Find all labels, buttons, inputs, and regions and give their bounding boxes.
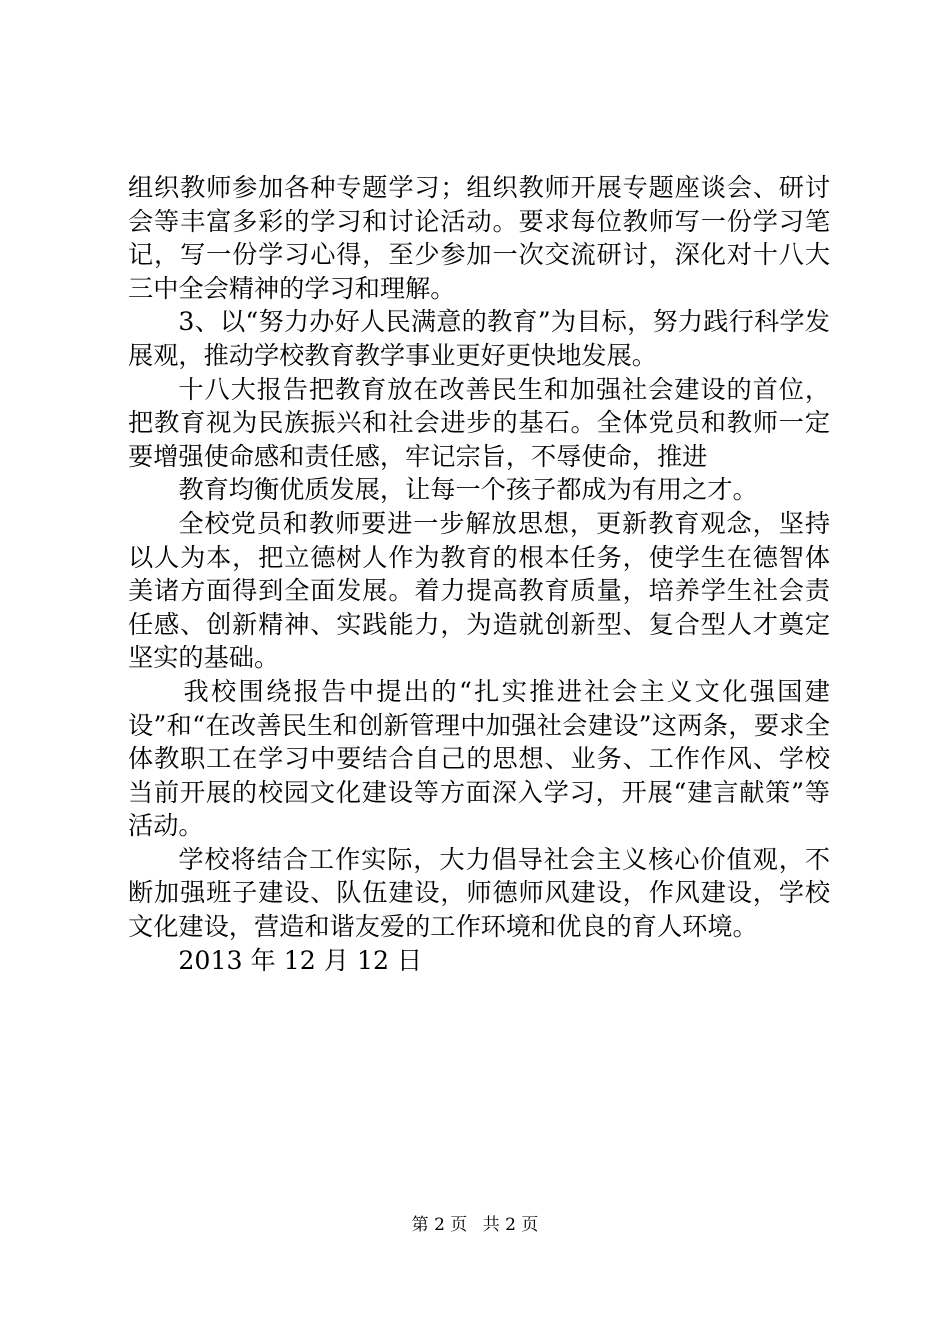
document-body xyxy=(128,171,830,977)
paragraph-core-values: 学校将结合工作实际，大力倡导社会主义核心价值观，不断加强班子建设、队伍建设，师德师风建设，作风建设，学校文化建设，营造和谐友爱的工作环境和优良的育人环境。 xyxy=(128,844,830,942)
paragraph-report-education: 十八大报告把教育放在改善民生和加强社会建设的首位，把教育视为民族振兴和社会进步的基石。全体党员和教师一定要增强使命感和责任感，牢记宗旨，不辱使命，推进 xyxy=(128,374,830,471)
page-footer xyxy=(0,1214,950,1236)
page-number-total: 共 2 页 xyxy=(482,1215,539,1235)
paragraph-emancipate-thought: 全校党员和教师要进一步解放思想，更新教育观念，坚持以人为本，把立德树人作为教育的根本任务，使学生在德智体美诸方面得到全面发展。着力提高教育质量，培养学生社会责任感、创新精神、实践能力，为造就创新型、复合型人才奠定坚实的基础。 xyxy=(128,508,830,673)
paragraph-balanced-development: 教育均衡优质发展，让每一个孩子都成为有用之才。 xyxy=(178,475,758,505)
paragraph-school-focus: 我校围绕报告中提出的“扎实推进社会主义文化强国建设”和“在改善民生和创新管理中加强社会建设”这两条，要求全体教职工在学习中要结合自己的思想、业务、工作作风、学校当前开展的校园文化建设等方面深入学习，开展“建言献策”等活动。 xyxy=(128,676,830,841)
page-number-current: 第 2 页 xyxy=(411,1215,468,1235)
paragraph-goal-education: 3、以“努力办好人民满意的教育”为目标，努力践行科学发展观，推动学校教育教学事业更好更快地发展。 xyxy=(128,307,830,370)
document-date: 2013 年 12 月 12 日 xyxy=(178,945,423,975)
paragraph-study-organization: 组织教师参加各种专题学习；组织教师开展专题座谈会、研讨会等丰富多彩的学习和讨论活动。要求每位教师写一份学习笔记，写一份学习心得，至少参加一次交流研讨，深化对十八大三中全会精神的学习和理解。 xyxy=(128,173,830,303)
